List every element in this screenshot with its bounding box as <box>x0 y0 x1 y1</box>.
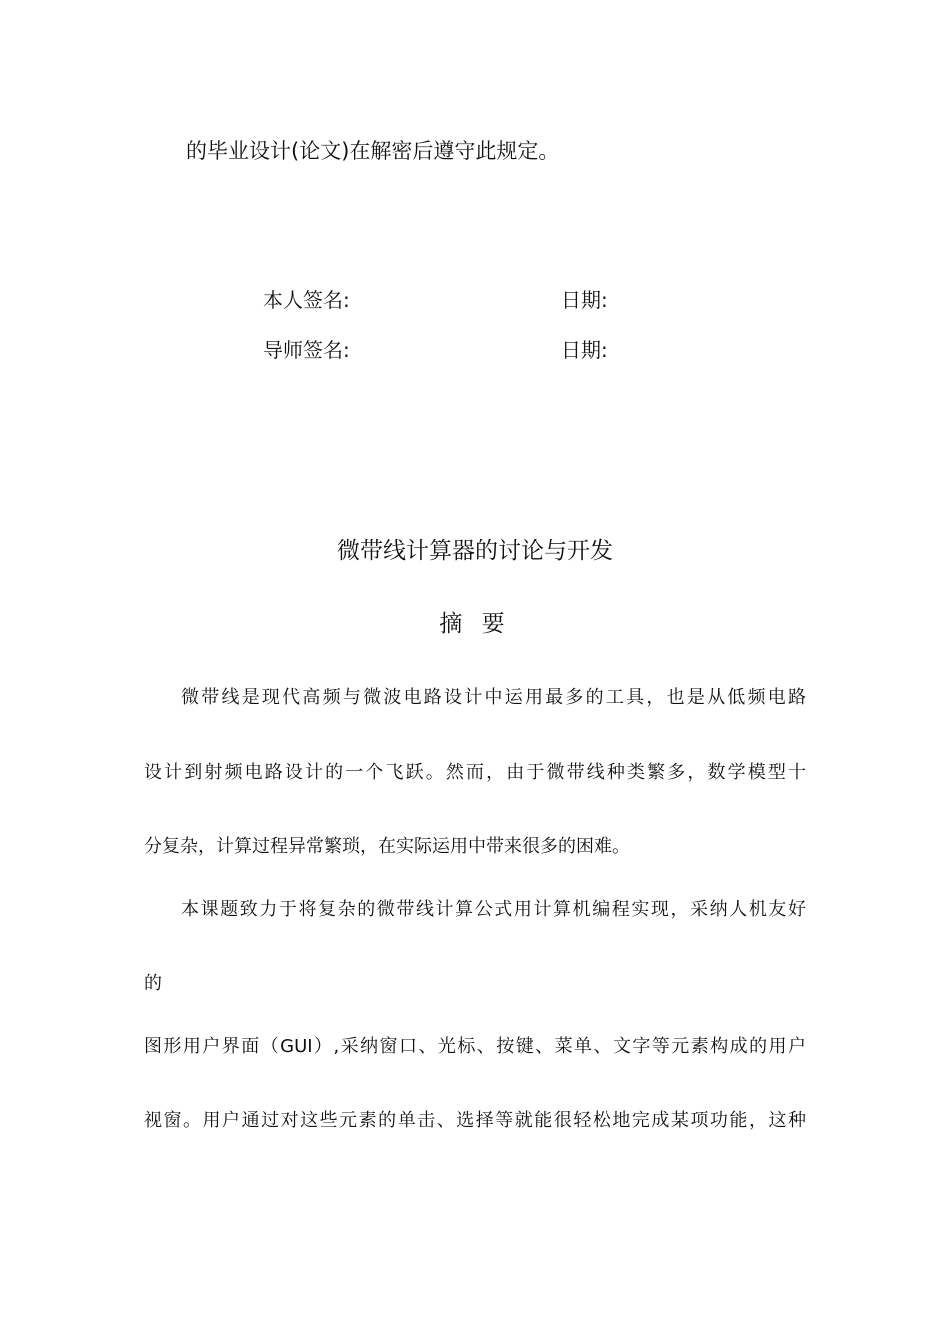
abstract-line: 视窗。用户通过对这些元素的单击、选择等就能很轻松地完成某项功能，这种 <box>144 1110 806 1131</box>
advisor-date-label: 日期: <box>561 338 608 362</box>
abstract-heading: 摘 要 <box>439 611 511 637</box>
advisor-signature-label: 导师签名: <box>263 338 350 362</box>
thesis-title: 微带线计算器的讨论与开发 <box>337 538 613 564</box>
declaration-tail-text: 的毕业设计(论文)在解密后遵守此规定。 <box>186 139 560 163</box>
author-signature-label: 本人签名: <box>263 288 350 312</box>
abstract-line: 本课题致力于将复杂的微带线计算公式用计算机编程实现，采纳人机友好 <box>181 899 806 920</box>
abstract-line: 分复杂，计算过程异常繁琐，在实际运用中带来很多的困难。 <box>144 836 630 857</box>
abstract-line: 图形用户界面（GUI）,采纳窗口、光标、按键、菜单、文字等元素构成的用户 <box>144 1036 806 1057</box>
abstract-line: 微带线是现代高频与微波电路设计中运用最多的工具，也是从低频电路 <box>181 687 806 708</box>
abstract-line: 的 <box>144 973 162 994</box>
abstract-line: 设计到射频电路设计的一个飞跃。然而，由于微带线种类繁多，数学模型十 <box>144 762 806 783</box>
author-date-label: 日期: <box>561 288 608 312</box>
